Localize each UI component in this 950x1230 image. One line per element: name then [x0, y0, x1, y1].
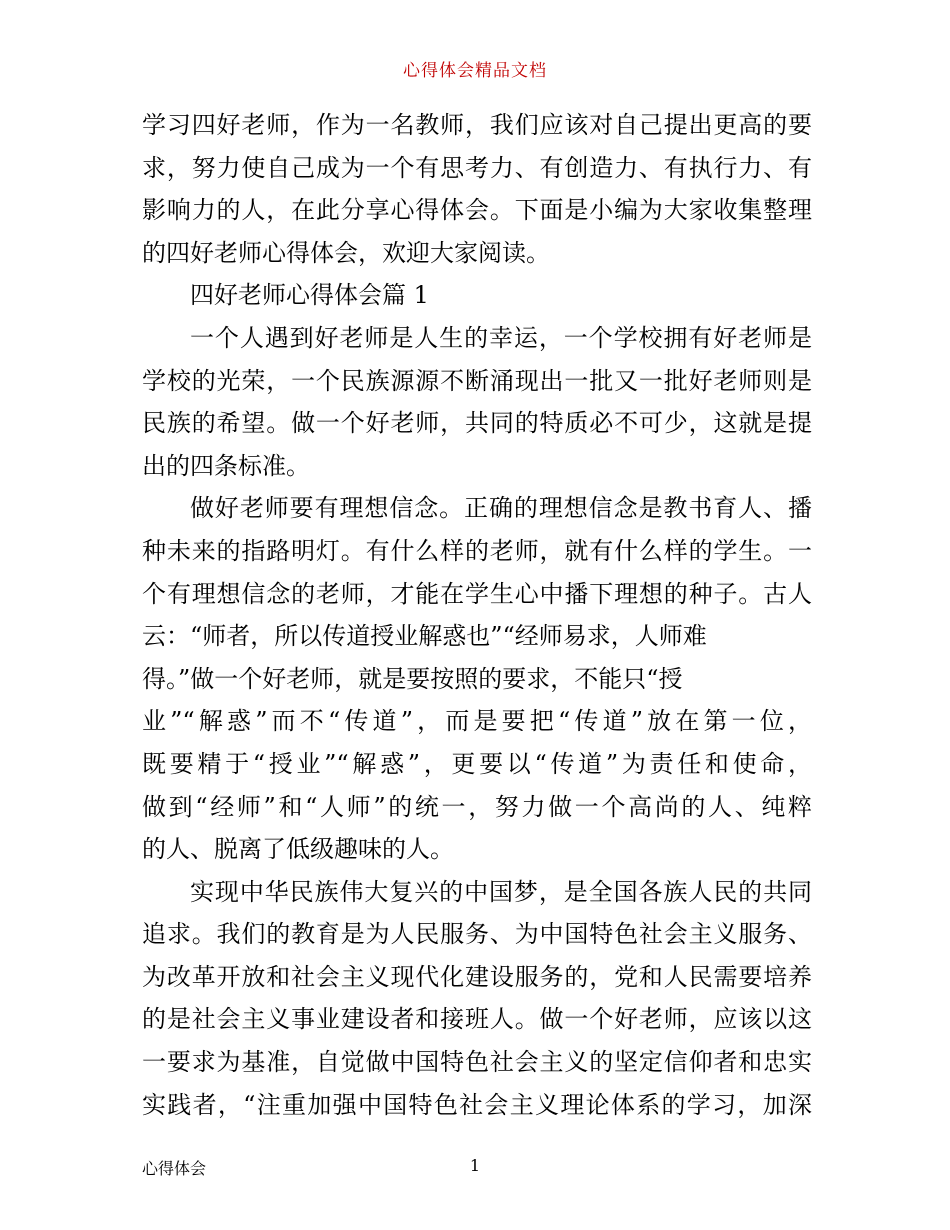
footer-label: 心得体会	[142, 1159, 207, 1178]
text-line: 求，努力使自己成为一个有思考力、有创造力、有执行力、有	[142, 153, 812, 182]
text-line: 的是社会主义事业建设者和接班人。做一个好老师，应该以这	[142, 1005, 812, 1034]
document-header-title: 心得体会精品文档	[403, 61, 547, 81]
text-line: 的四好老师心得体会，欢迎大家阅读。	[142, 238, 550, 267]
text-line: 出的四条标准。	[142, 451, 310, 480]
text-line: 学校的光荣，一个民族源源不断涌现出一批又一批好老师则是	[142, 366, 812, 395]
text-line: 既要精于“授业”“解惑”，更要以“传道”为责任和使命，	[142, 749, 812, 778]
text-line: 为改革开放和社会主义现代化建设服务的，党和人民需要培养	[142, 962, 812, 991]
text-line: 实现中华民族伟大复兴的中国梦，是全国各族人民的共同	[190, 877, 812, 906]
text-line: 云：“师者，所以传道授业解惑也”“经师易求，人师难	[142, 622, 707, 651]
text-line: 种未来的指路明灯。有什么样的老师，就有什么样的学生。一	[142, 536, 812, 565]
text-line: 实践者，“注重加强中国特色社会主义理论体系的学习，加深	[142, 1090, 812, 1119]
text-line: 一要求为基准，自觉做中国特色社会主义的坚定信仰者和忠实	[142, 1048, 812, 1077]
document-body	[142, 104, 812, 1126]
text-line: 做好老师要有理想信念。正确的理想信念是教书育人、播	[190, 494, 812, 523]
text-line: 的人、脱离了低级趣味的人。	[142, 835, 454, 864]
text-line: 个有理想信念的老师，才能在学生心中播下理想的种子。古人	[142, 579, 812, 608]
text-line: 民族的希望。做一个好老师，共同的特质必不可少，这就是提	[142, 409, 812, 438]
text-line: 影响力的人，在此分享心得体会。下面是小编为大家收集整理	[142, 196, 812, 225]
page-number: 1	[469, 1156, 481, 1175]
text-line: 四好老师心得体会篇 1	[190, 281, 429, 310]
text-line: 学习四好老师，作为一名教师，我们应该对自己提出更高的要	[142, 111, 812, 139]
text-line: 做到“经师”和“人师”的统一，努力做一个高尚的人、纯粹	[142, 792, 812, 821]
text-line: 业”“解惑”而不“传道”，而是要把“传道”放在第一位，	[142, 707, 812, 736]
text-line: 追求。我们的教育是为人民服务、为中国特色社会主义服务、	[142, 920, 812, 949]
text-line: 得。”做一个好老师，就是要按照的要求，不能只“授	[142, 664, 683, 693]
text-line: 一个人遇到好老师是人生的幸运，一个学校拥有好老师是	[190, 323, 812, 352]
